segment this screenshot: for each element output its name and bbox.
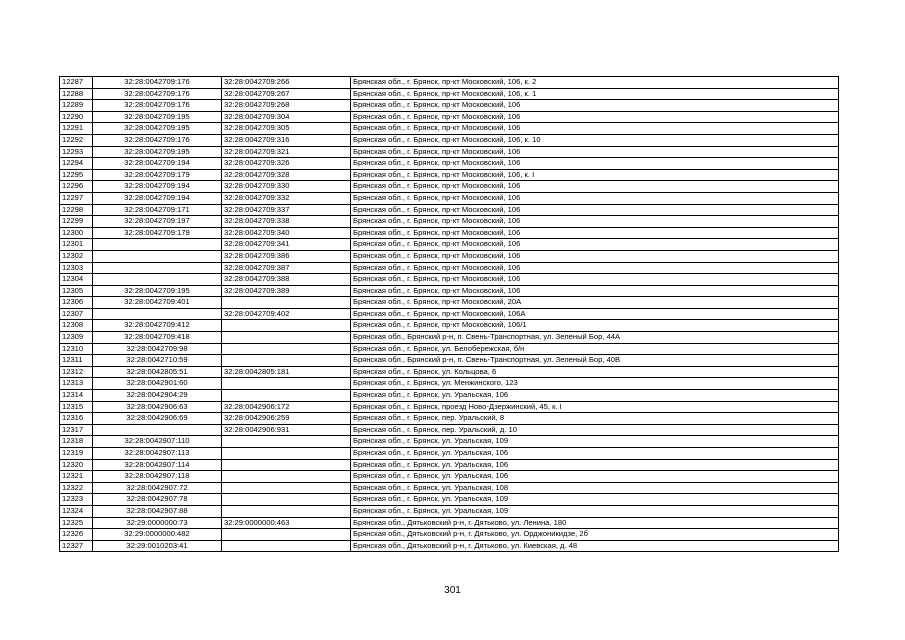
row-number-cell: 12308	[60, 320, 93, 332]
row-number-cell: 12314	[60, 390, 93, 402]
address-cell: Брянская обл., г. Брянск, пр-кт Московский, 106	[351, 123, 839, 135]
cadastral-number-cell	[93, 424, 222, 436]
row-number-cell: 12311	[60, 355, 93, 367]
address-cell: Брянская обл., г. Брянск, пр-кт Московский, 106	[351, 146, 839, 158]
row-number-cell: 12307	[60, 308, 93, 320]
related-cadastral-number-cell	[222, 355, 351, 367]
row-number-cell: 12315	[60, 401, 93, 413]
cadastral-number-cell	[93, 250, 222, 262]
cadastral-number-cell: 32:28:0042904:29	[93, 390, 222, 402]
address-cell: Брянская обл., г. Брянск, ул. Кольцова, 6	[351, 366, 839, 378]
table-row	[60, 169, 839, 181]
address-cell: Брянская обл., г. Брянск, пр-кт Московский, 106	[351, 111, 839, 123]
address-cell: Брянская обл., г. Брянск, ул. Уральская, 109	[351, 505, 839, 517]
related-cadastral-number-cell: 32:28:0042709:332	[222, 192, 351, 204]
related-cadastral-number-cell	[222, 459, 351, 471]
cadastral-number-cell: 32:28:0042709:195	[93, 146, 222, 158]
table-row	[60, 540, 839, 552]
cadastral-number-cell: 32:28:0042709:98	[93, 343, 222, 355]
related-cadastral-number-cell: 32:28:0042709:338	[222, 216, 351, 228]
related-cadastral-number-cell	[222, 482, 351, 494]
row-number-cell: 12291	[60, 123, 93, 135]
address-cell: Брянская обл., Дятьковский р-н, г. Дятьково, ул. Ленина, 180	[351, 517, 839, 529]
related-cadastral-number-cell	[222, 320, 351, 332]
row-number-cell: 12297	[60, 192, 93, 204]
table-row	[60, 192, 839, 204]
address-cell: Брянская обл., г. Брянск, пр-кт Московский, 106	[351, 274, 839, 286]
related-cadastral-number-cell: 32:28:0042709:266	[222, 77, 351, 89]
row-number-cell: 12322	[60, 482, 93, 494]
cadastral-number-cell: 32:28:0042709:176	[93, 88, 222, 100]
table-row	[60, 250, 839, 262]
address-cell: Брянская обл., г. Брянск, пр-кт Московский, 106, к. 1	[351, 88, 839, 100]
address-cell: Брянская обл., г. Брянск, пр-кт Московский, 106	[351, 239, 839, 251]
row-number-cell: 12318	[60, 436, 93, 448]
cadastral-number-cell: 32:28:0042709:412	[93, 320, 222, 332]
address-cell: Брянская обл., г. Брянск, пр-кт Московский, 106А	[351, 308, 839, 320]
address-cell: Брянская обл., г. Брянск, ул. Уральская, 108	[351, 482, 839, 494]
cadastral-number-cell: 32:28:0042805:51	[93, 366, 222, 378]
cadastral-number-cell: 32:28:0042906:69	[93, 413, 222, 425]
cadastral-number-cell	[93, 262, 222, 274]
cadastral-number-cell: 32:28:0042710:59	[93, 355, 222, 367]
row-number-cell: 12295	[60, 169, 93, 181]
table-row	[60, 366, 839, 378]
table-row	[60, 459, 839, 471]
row-number-cell: 12299	[60, 216, 93, 228]
table-row	[60, 274, 839, 286]
address-cell: Брянская обл., г. Брянск, пр-кт Московский, 106	[351, 227, 839, 239]
page-number: 301	[444, 585, 461, 596]
related-cadastral-number-cell	[222, 540, 351, 552]
cadastral-number-cell: 32:28:0042709:197	[93, 216, 222, 228]
table-row	[60, 332, 839, 344]
table-row	[60, 413, 839, 425]
related-cadastral-number-cell	[222, 390, 351, 402]
cadastral-number-cell: 32:28:0042709:195	[93, 111, 222, 123]
related-cadastral-number-cell: 32:28:0042709:340	[222, 227, 351, 239]
cadastral-number-cell: 32:28:0042907:110	[93, 436, 222, 448]
table-row	[60, 505, 839, 517]
address-cell: Брянская обл., г. Брянск, ул. Уральская, 109	[351, 494, 839, 506]
table-row	[60, 285, 839, 297]
cadastral-number-cell: 32:28:0042709:176	[93, 100, 222, 112]
row-number-cell: 12290	[60, 111, 93, 123]
address-cell: Брянская обл., г. Брянск, ул. Уральская, 106	[351, 390, 839, 402]
row-number-cell: 12296	[60, 181, 93, 193]
cadastral-number-cell: 32:28:0042709:176	[93, 77, 222, 89]
related-cadastral-number-cell	[222, 471, 351, 483]
row-number-cell: 12305	[60, 285, 93, 297]
related-cadastral-number-cell	[222, 494, 351, 506]
related-cadastral-number-cell: 32:28:0042709:389	[222, 285, 351, 297]
row-number-cell: 12298	[60, 204, 93, 216]
row-number-cell: 12287	[60, 77, 93, 89]
cadastral-number-cell: 32:28:0042907:118	[93, 471, 222, 483]
related-cadastral-number-cell	[222, 436, 351, 448]
table-row	[60, 146, 839, 158]
address-cell: Брянская обл., Дятьковский р-н, г. Дятьково, ул. Орджоникидзе, 2б	[351, 529, 839, 541]
table-row	[60, 355, 839, 367]
table-row	[60, 390, 839, 402]
table-row	[60, 424, 839, 436]
table-row	[60, 517, 839, 529]
address-cell: Брянская обл., г. Брянск, ул. Белобережская, б/н	[351, 343, 839, 355]
address-cell: Брянская обл., г. Брянск, пр-кт Московский, 106, к. 2	[351, 77, 839, 89]
address-cell: Брянская обл., г. Брянск, ул. Уральская, 109	[351, 436, 839, 448]
registry-table	[59, 76, 839, 552]
table-row	[60, 448, 839, 460]
table-row	[60, 494, 839, 506]
related-cadastral-number-cell	[222, 505, 351, 517]
row-number-cell: 12319	[60, 448, 93, 460]
row-number-cell: 12310	[60, 343, 93, 355]
row-number-cell: 12312	[60, 366, 93, 378]
cadastral-number-cell: 32:28:0042906:63	[93, 401, 222, 413]
cadastral-number-cell: 32:28:0042907:114	[93, 459, 222, 471]
address-cell: Брянская обл., Брянский р-н, п. Свень-Транспортная, ул. Зеленый Бор, 44А	[351, 332, 839, 344]
row-number-cell: 12317	[60, 424, 93, 436]
row-number-cell: 12309	[60, 332, 93, 344]
address-cell: Брянская обл., г. Брянск, пр-кт Московский, 106	[351, 216, 839, 228]
row-number-cell: 12324	[60, 505, 93, 517]
cadastral-number-cell: 32:28:0042709:194	[93, 192, 222, 204]
cadastral-number-cell: 32:28:0042709:194	[93, 158, 222, 170]
address-cell: Брянская обл., г. Брянск, ул. Уральская, 106	[351, 471, 839, 483]
row-number-cell: 12294	[60, 158, 93, 170]
table-row	[60, 100, 839, 112]
related-cadastral-number-cell: 32:28:0042709:330	[222, 181, 351, 193]
cadastral-number-cell: 32:28:0042709:401	[93, 297, 222, 309]
cadastral-number-cell: 32:28:0042907:88	[93, 505, 222, 517]
row-number-cell: 12313	[60, 378, 93, 390]
related-cadastral-number-cell: 32:28:0042709:337	[222, 204, 351, 216]
related-cadastral-number-cell: 32:28:0042709:321	[222, 146, 351, 158]
row-number-cell: 12323	[60, 494, 93, 506]
row-number-cell: 12302	[60, 250, 93, 262]
related-cadastral-number-cell: 32:28:0042709:316	[222, 134, 351, 146]
table-row	[60, 320, 839, 332]
related-cadastral-number-cell: 32:28:0042709:267	[222, 88, 351, 100]
address-cell: Брянская обл., г. Брянск, пр-кт Московский, 106, к. I	[351, 169, 839, 181]
address-cell: Брянская обл., г. Брянск, пр-кт Московский, 106	[351, 192, 839, 204]
related-cadastral-number-cell: 32:28:0042709:341	[222, 239, 351, 251]
address-cell: Брянская обл., г. Брянск, пр-кт Московский, 106	[351, 158, 839, 170]
row-number-cell: 12301	[60, 239, 93, 251]
table-row	[60, 482, 839, 494]
table-row	[60, 308, 839, 320]
table-row	[60, 181, 839, 193]
related-cadastral-number-cell: 32:28:0042805:181	[222, 366, 351, 378]
table-row	[60, 111, 839, 123]
related-cadastral-number-cell: 32:28:0042906:172	[222, 401, 351, 413]
cadastral-number-cell: 32:28:0042709:195	[93, 285, 222, 297]
row-number-cell: 12316	[60, 413, 93, 425]
table-row	[60, 471, 839, 483]
related-cadastral-number-cell: 32:28:0042709:326	[222, 158, 351, 170]
row-number-cell: 12306	[60, 297, 93, 309]
row-number-cell: 12327	[60, 540, 93, 552]
row-number-cell: 12325	[60, 517, 93, 529]
related-cadastral-number-cell	[222, 378, 351, 390]
cadastral-number-cell	[93, 239, 222, 251]
row-number-cell: 12300	[60, 227, 93, 239]
address-cell: Брянская обл., г. Брянск, пер. Уральский, 8	[351, 413, 839, 425]
address-cell: Брянская обл., г. Брянск, пр-кт Московский, 106	[351, 262, 839, 274]
related-cadastral-number-cell	[222, 332, 351, 344]
related-cadastral-number-cell: 32:28:0042906:259	[222, 413, 351, 425]
address-cell: Брянская обл., г. Брянск, ул. Менжинского, 123	[351, 378, 839, 390]
related-cadastral-number-cell: 32:28:0042709:305	[222, 123, 351, 135]
address-cell: Брянская обл., г. Брянск, ул. Уральская, 106	[351, 459, 839, 471]
cadastral-number-cell: 32:29:0010203:41	[93, 540, 222, 552]
table-row	[60, 401, 839, 413]
address-cell: Брянская обл., Брянский р-н, п. Свень-Транспортная, ул. Зеленый Бор, 40В	[351, 355, 839, 367]
address-cell: Брянская обл., г. Брянск, пр-кт Московский, 106	[351, 100, 839, 112]
cadastral-number-cell: 32:28:0042709:171	[93, 204, 222, 216]
address-cell: Брянская обл., г. Брянск, пр-кт Московский, 106, к. 10	[351, 134, 839, 146]
cadastral-number-cell	[93, 274, 222, 286]
related-cadastral-number-cell: 32:28:0042709:388	[222, 274, 351, 286]
cadastral-number-cell: 32:29:0000000:73	[93, 517, 222, 529]
table-row	[60, 436, 839, 448]
cadastral-number-cell: 32:28:0042907:78	[93, 494, 222, 506]
address-cell: Брянская обл., г. Брянск, пр-кт Московский, 106	[351, 250, 839, 262]
address-cell: Брянская обл., г. Брянск, ул. Уральская, 106	[351, 448, 839, 460]
address-cell: Брянская обл., г. Брянск, пр-кт Московский, 106/1	[351, 320, 839, 332]
related-cadastral-number-cell: 32:28:0042709:387	[222, 262, 351, 274]
address-cell: Брянская обл., г. Брянск, пер. Уральский, д. 10	[351, 424, 839, 436]
related-cadastral-number-cell	[222, 529, 351, 541]
cadastral-number-cell: 32:28:0042709:179	[93, 227, 222, 239]
row-number-cell: 12304	[60, 274, 93, 286]
table-row	[60, 77, 839, 89]
registry-table-body	[60, 77, 839, 552]
related-cadastral-number-cell: 32:28:0042709:304	[222, 111, 351, 123]
row-number-cell: 12303	[60, 262, 93, 274]
table-row	[60, 297, 839, 309]
row-number-cell: 12292	[60, 134, 93, 146]
table-row	[60, 239, 839, 251]
row-number-cell: 12289	[60, 100, 93, 112]
cadastral-number-cell: 32:28:0042709:176	[93, 134, 222, 146]
related-cadastral-number-cell	[222, 297, 351, 309]
row-number-cell: 12321	[60, 471, 93, 483]
table-row	[60, 378, 839, 390]
table-row	[60, 343, 839, 355]
table-row	[60, 262, 839, 274]
cadastral-number-cell	[93, 308, 222, 320]
related-cadastral-number-cell: 32:28:0042906:931	[222, 424, 351, 436]
related-cadastral-number-cell: 32:28:0042709:402	[222, 308, 351, 320]
related-cadastral-number-cell: 32:28:0042709:328	[222, 169, 351, 181]
related-cadastral-number-cell: 32:28:0042709:386	[222, 250, 351, 262]
cadastral-number-cell: 32:28:0042709:179	[93, 169, 222, 181]
table-row	[60, 204, 839, 216]
table-row	[60, 529, 839, 541]
row-number-cell: 12326	[60, 529, 93, 541]
related-cadastral-number-cell	[222, 448, 351, 460]
table-row	[60, 88, 839, 100]
address-cell: Брянская обл., г. Брянск, пр-кт Московский, 106	[351, 285, 839, 297]
cadastral-number-cell: 32:28:0042901:60	[93, 378, 222, 390]
address-cell: Брянская обл., г. Брянск, пр-кт Московский, 106	[351, 204, 839, 216]
cadastral-number-cell: 32:28:0042709:194	[93, 181, 222, 193]
cadastral-number-cell: 32:28:0042709:418	[93, 332, 222, 344]
related-cadastral-number-cell: 32:28:0042709:268	[222, 100, 351, 112]
row-number-cell: 12288	[60, 88, 93, 100]
cadastral-number-cell: 32:29:0000000:482	[93, 529, 222, 541]
table-row	[60, 123, 839, 135]
address-cell: Брянская обл., Дятьковский р-н, г. Дятьково, ул. Киевская, д. 48	[351, 540, 839, 552]
address-cell: Брянская обл., г. Брянск, пр-кт Московский, 106	[351, 181, 839, 193]
row-number-cell: 12293	[60, 146, 93, 158]
table-row	[60, 227, 839, 239]
address-cell: Брянская обл., г. Брянск, проезд Ново-Дзержинский, 45, к. I	[351, 401, 839, 413]
table-row	[60, 134, 839, 146]
address-cell: Брянская обл., г. Брянск, пр-кт Московский, 20А	[351, 297, 839, 309]
cadastral-number-cell: 32:28:0042907:113	[93, 448, 222, 460]
related-cadastral-number-cell	[222, 343, 351, 355]
table-row	[60, 216, 839, 228]
table-row	[60, 158, 839, 170]
cadastral-number-cell: 32:28:0042709:195	[93, 123, 222, 135]
row-number-cell: 12320	[60, 459, 93, 471]
cadastral-number-cell: 32:28:0042907:72	[93, 482, 222, 494]
related-cadastral-number-cell: 32:29:0000000:463	[222, 517, 351, 529]
